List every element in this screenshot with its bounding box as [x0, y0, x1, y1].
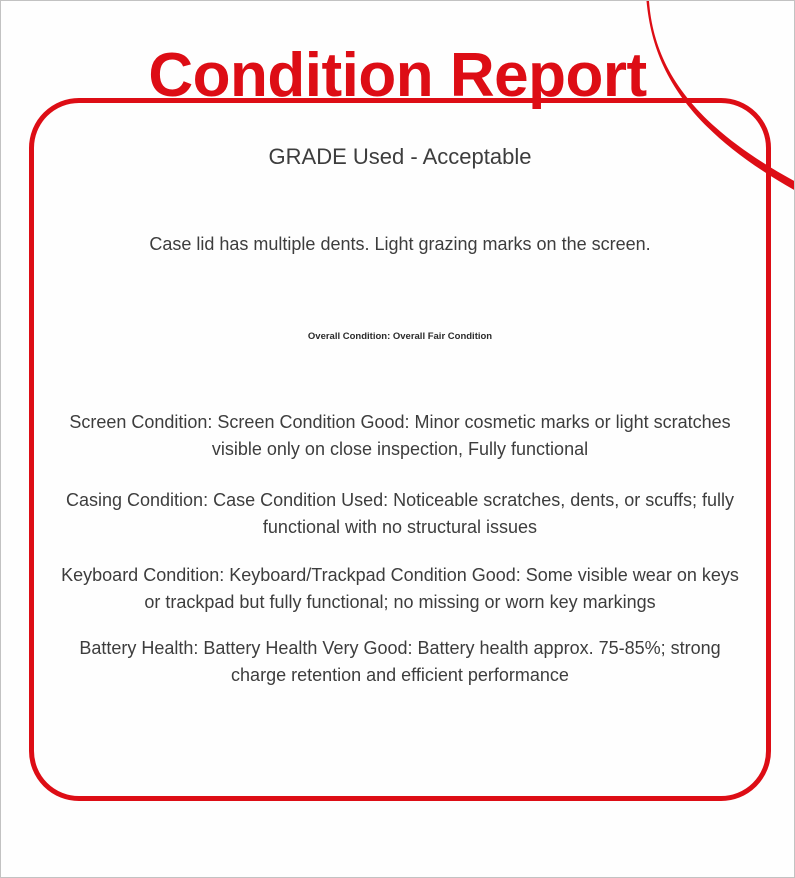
condition-item-keyboard: Keyboard Condition: Keyboard/Trackpad Condition Good: Some visible wear on keys or trackpad but fully functional; no missing or worn key markings — [61, 565, 739, 612]
condition-item-battery: Battery Health: Battery Health Very Good: Battery health approx. 75-85%; strong charge retention and efficient performance — [79, 638, 721, 685]
cosmetic-note: Case lid has multiple dents. Light grazing marks on the screen. — [149, 234, 651, 254]
overall-condition-note: Overall Condition: Overall Fair Condition — [307, 331, 493, 342]
page-title: Condition Report — [148, 40, 647, 110]
condition-item-casing: Casing Condition: Case Condition Used: Noticeable scratches, dents, or scuffs; fully functional with no structural issues — [65, 490, 734, 537]
grade-heading: GRADE Used - Acceptable — [268, 144, 532, 169]
condition-report-card — [29, 98, 771, 801]
condition-item-screen: Screen Condition: Screen Condition Good: Minor cosmetic marks or light scratches visible only on close inspection, Fully functional — [69, 412, 731, 459]
